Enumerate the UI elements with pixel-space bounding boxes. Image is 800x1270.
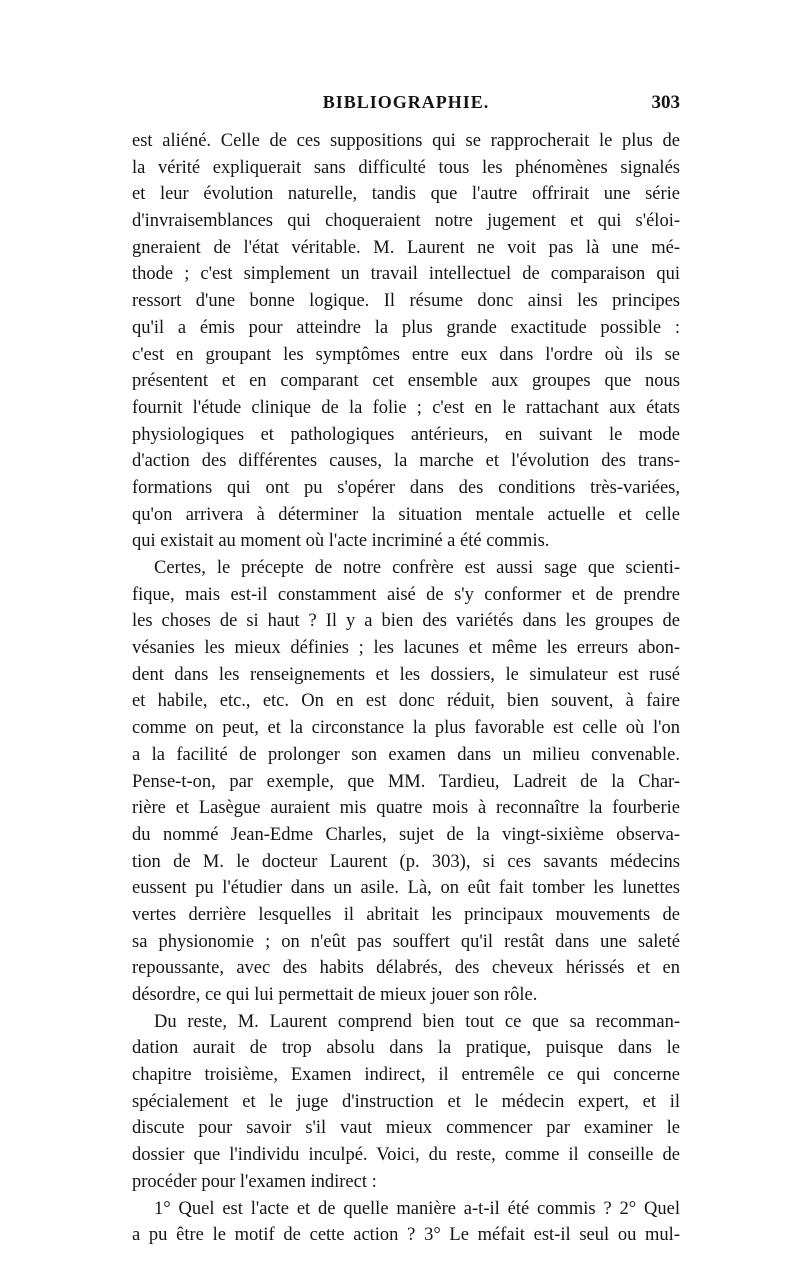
text-line: tion de M. le docteur Laurent (p. 303), si ces savants médecins (132, 851, 680, 872)
text-line: rière et Lasègue auraient mis quatre mois à reconnaître la fourberie (132, 798, 680, 819)
text-line: formations qui ont pu s'opérer dans des conditions très-variées, (132, 477, 680, 498)
text-line: qui existait au moment où l'acte incriminé a été commis. (132, 531, 550, 552)
book-page (132, 92, 680, 1249)
text-line: les choses de si haut ? Il y a bien des variétés dans les groupes de (132, 611, 680, 632)
text-line: gneraient de l'état véritable. M. Laurent ne voit pas là une mé- (132, 237, 680, 258)
text-line: qu'on arrivera à déterminer la situation mentale actuelle et celle (132, 504, 680, 525)
paragraph-start-line: 1° Quel est l'acte et de quelle manière a-t-il été commis ? 2° Quel (154, 1198, 680, 1219)
text-line: thode ; c'est simplement un travail intellectuel de comparaison qui (132, 264, 680, 285)
paragraph-start-line: Du reste, M. Laurent comprend bien tout ce que sa recomman- (154, 1011, 680, 1032)
text-line: dation aurait de trop absolu dans la pratique, puisque dans le (132, 1038, 680, 1059)
text-line: a la facilité de prolonger son examen dans un milieu convenable. (132, 744, 680, 765)
text-line: la vérité expliquerait sans difficulté tous les phénomènes signalés (132, 157, 680, 178)
text-line: a pu être le motif de cette action ? 3° Le méfait est-il seul ou mul- (132, 1225, 680, 1246)
text-line: qu'il a émis pour atteindre la plus grande exactitude possible : (132, 317, 680, 338)
text-line: sa physionomie ; on n'eût pas souffert qu'il restât dans une saleté (132, 931, 680, 952)
text-line: du nommé Jean-Edme Charles, sujet de la vingt-sixième observa- (132, 824, 680, 845)
text-line: fique, mais est-il constamment aisé de s'y conformer et de prendre (132, 584, 680, 605)
text-line: discute pour savoir s'il vaut mieux commencer par examiner le (132, 1118, 680, 1139)
text-line: comme on peut, et la circonstance la plus favorable est celle où l'on (132, 718, 680, 739)
text-line: eussent pu l'étudier dans un asile. Là, on eût fait tomber les lunettes (132, 878, 680, 899)
body-text (132, 128, 680, 1249)
text-line: chapitre troisième, Examen indirect, il entremêle ce qui concerne (132, 1065, 680, 1086)
text-line: vésanies les mieux définies ; les lacunes et même les erreurs abon- (132, 638, 680, 659)
text-line: désordre, ce qui lui permettait de mieux jouer son rôle. (132, 985, 538, 1005)
paragraph-start-line: Certes, le précepte de notre confrère est aussi sage que scienti- (154, 558, 680, 578)
text-line: spécialement et le juge d'instruction et le médecin expert, et il (132, 1091, 680, 1112)
text-line: fournit l'étude clinique de la folie ; c'est en le rattachant aux états (132, 397, 680, 418)
text-line: et leur évolution naturelle, tandis que l'autre offrirait une série (132, 184, 680, 205)
text-line: présentent et en comparant cet ensemble aux groupes que nous (132, 371, 680, 392)
text-line: dent dans les renseignements et les dossiers, le simulateur est rusé (132, 664, 680, 685)
text-line: physiologiques et pathologiques antérieurs, en suivant le mode (132, 424, 680, 445)
text-line: vertes derrière lesquelles il abritait les principaux mouvements de (132, 904, 680, 925)
text-line: ressort d'une bonne logique. Il résume donc ainsi les principes (132, 291, 680, 312)
running-head (132, 92, 680, 118)
text-line: Pense-t-on, par exemple, que MM. Tardieu, Ladreit de la Char- (132, 771, 680, 792)
text-line: est aliéné. Celle de ces suppositions qui se rapprocherait le plus de (132, 131, 680, 151)
page-number: 303 (651, 92, 680, 113)
text-line: repoussante, avec des habits délabrés, des cheveux hérissés et en (132, 958, 680, 979)
text-line: c'est en groupant les symptômes entre eux dans l'ordre où ils se (132, 344, 680, 365)
text-line: d'invraisemblances qui choqueraient notre jugement et qui s'éloi- (132, 211, 680, 232)
text-line: et habile, etc., etc. On en est donc réduit, bien souvent, à faire (132, 691, 680, 712)
text-line: d'action des différentes causes, la marche et l'évolution des trans- (132, 451, 680, 472)
text-line: procéder pour l'examen indirect : (132, 1171, 377, 1192)
text-line: dossier que l'individu inculpé. Voici, du reste, comme il conseille de (132, 1145, 680, 1166)
running-title: BIBLIOGRAPHIE. (322, 92, 490, 112)
